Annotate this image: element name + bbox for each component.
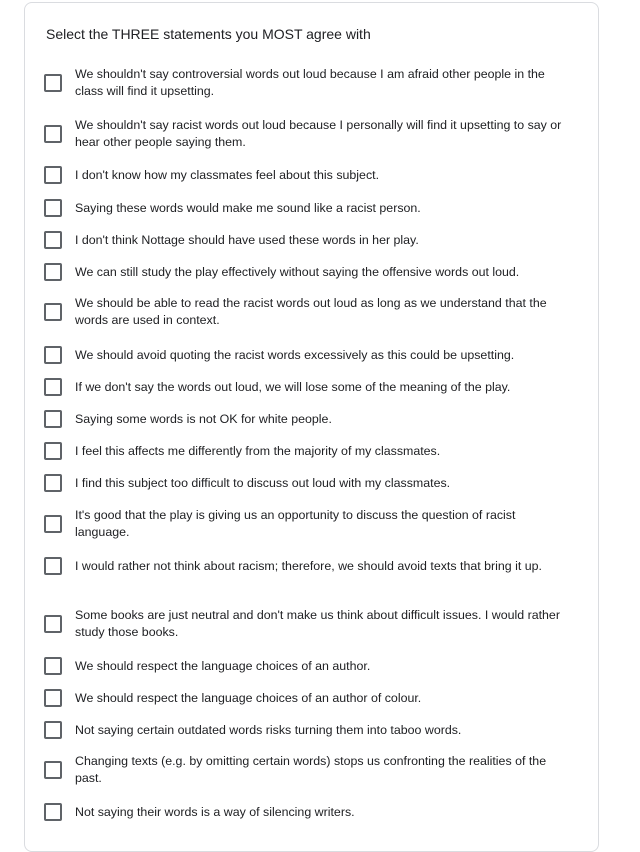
checkbox-icon[interactable]: [44, 557, 62, 575]
option-label: Saying some words is not OK for white people.: [75, 411, 332, 426]
checkbox-option[interactable]: [44, 231, 574, 249]
option-label: Some books are just neutral and don't make us think about difficult issues. I would rather study those books.: [75, 608, 560, 639]
option-label: We should respect the language choices of an author of colour.: [75, 690, 422, 705]
checkbox-option[interactable]: [44, 199, 574, 217]
checkbox-option[interactable]: [44, 803, 574, 821]
checkbox-icon[interactable]: [44, 263, 62, 281]
checkbox-option[interactable]: [44, 166, 574, 184]
checkbox-icon[interactable]: [44, 615, 62, 633]
checkbox-option[interactable]: [44, 346, 574, 364]
option-label: If we don't say the words out loud, we will lose some of the meaning of the play.: [75, 379, 511, 394]
checkbox-option[interactable]: [44, 657, 574, 675]
checkbox-option[interactable]: [44, 607, 574, 641]
checkbox-icon[interactable]: [44, 689, 62, 707]
option-label: Changing texts (e.g. by omitting certain words) stops us confronting the realities of the past.: [75, 754, 547, 785]
option-label: Not saying their words is a way of silencing writers.: [75, 804, 355, 819]
checkbox-icon[interactable]: [44, 231, 62, 249]
checkbox-icon[interactable]: [44, 303, 62, 321]
checkbox-option[interactable]: [44, 410, 574, 428]
checkbox-icon[interactable]: [44, 515, 62, 533]
checkbox-option[interactable]: [44, 378, 574, 396]
checkbox-icon[interactable]: [44, 346, 62, 364]
checkbox-icon[interactable]: [44, 803, 62, 821]
option-label: We should avoid quoting the racist words excessively as this could be upsetting.: [75, 347, 515, 362]
checkbox-icon[interactable]: [44, 199, 62, 217]
checkbox-option[interactable]: [44, 117, 574, 151]
checkbox-option[interactable]: [44, 689, 574, 707]
checkbox-option[interactable]: [44, 507, 574, 541]
checkbox-option[interactable]: [44, 66, 574, 100]
option-label: I don't think Nottage should have used these words in her play.: [75, 232, 419, 247]
checkbox-icon[interactable]: [44, 74, 62, 92]
question-title: Select the THREE statements you MOST agree with: [46, 26, 371, 42]
checkbox-icon[interactable]: [44, 761, 62, 779]
checkbox-option[interactable]: [44, 557, 574, 575]
option-label: We should be able to read the racist words out loud as long as we understand that the words are used in context.: [75, 296, 547, 327]
checkbox-option[interactable]: [44, 295, 574, 329]
option-label: We shouldn't say racist words out loud because I personally will find it upsetting to say or hear other people saying them.: [75, 118, 562, 149]
option-label: We can still study the play effectively without saying the offensive words out loud.: [75, 264, 520, 279]
checkbox-icon[interactable]: [44, 474, 62, 492]
checkbox-option[interactable]: [44, 263, 574, 281]
checkbox-option[interactable]: [44, 721, 574, 739]
checkbox-icon[interactable]: [44, 166, 62, 184]
option-label: I feel this affects me differently from the majority of my classmates.: [75, 443, 441, 458]
checkbox-option[interactable]: [44, 753, 574, 787]
option-label: I don't know how my classmates feel about this subject.: [75, 167, 380, 182]
option-label: It's good that the play is giving us an opportunity to discuss the question of racist language.: [75, 508, 516, 539]
checkbox-option[interactable]: [44, 442, 574, 460]
option-label: Not saying certain outdated words risks turning them into taboo words.: [75, 722, 462, 737]
option-label: Saying these words would make me sound like a racist person.: [75, 200, 421, 215]
checkbox-icon[interactable]: [44, 125, 62, 143]
checkbox-option[interactable]: [44, 474, 574, 492]
checkbox-icon[interactable]: [44, 721, 62, 739]
option-label: We should respect the language choices of an author.: [75, 658, 371, 673]
checkbox-icon[interactable]: [44, 442, 62, 460]
option-label: I would rather not think about racism; therefore, we should avoid texts that bring it up.: [75, 558, 542, 573]
option-label: We shouldn't say controversial words out loud because I am afraid other people in the class will find it upsetting.: [75, 67, 545, 98]
checkbox-icon[interactable]: [44, 378, 62, 396]
checkbox-icon[interactable]: [44, 410, 62, 428]
checkbox-icon[interactable]: [44, 657, 62, 675]
option-label: I find this subject too difficult to discuss out loud with my classmates.: [75, 475, 451, 490]
